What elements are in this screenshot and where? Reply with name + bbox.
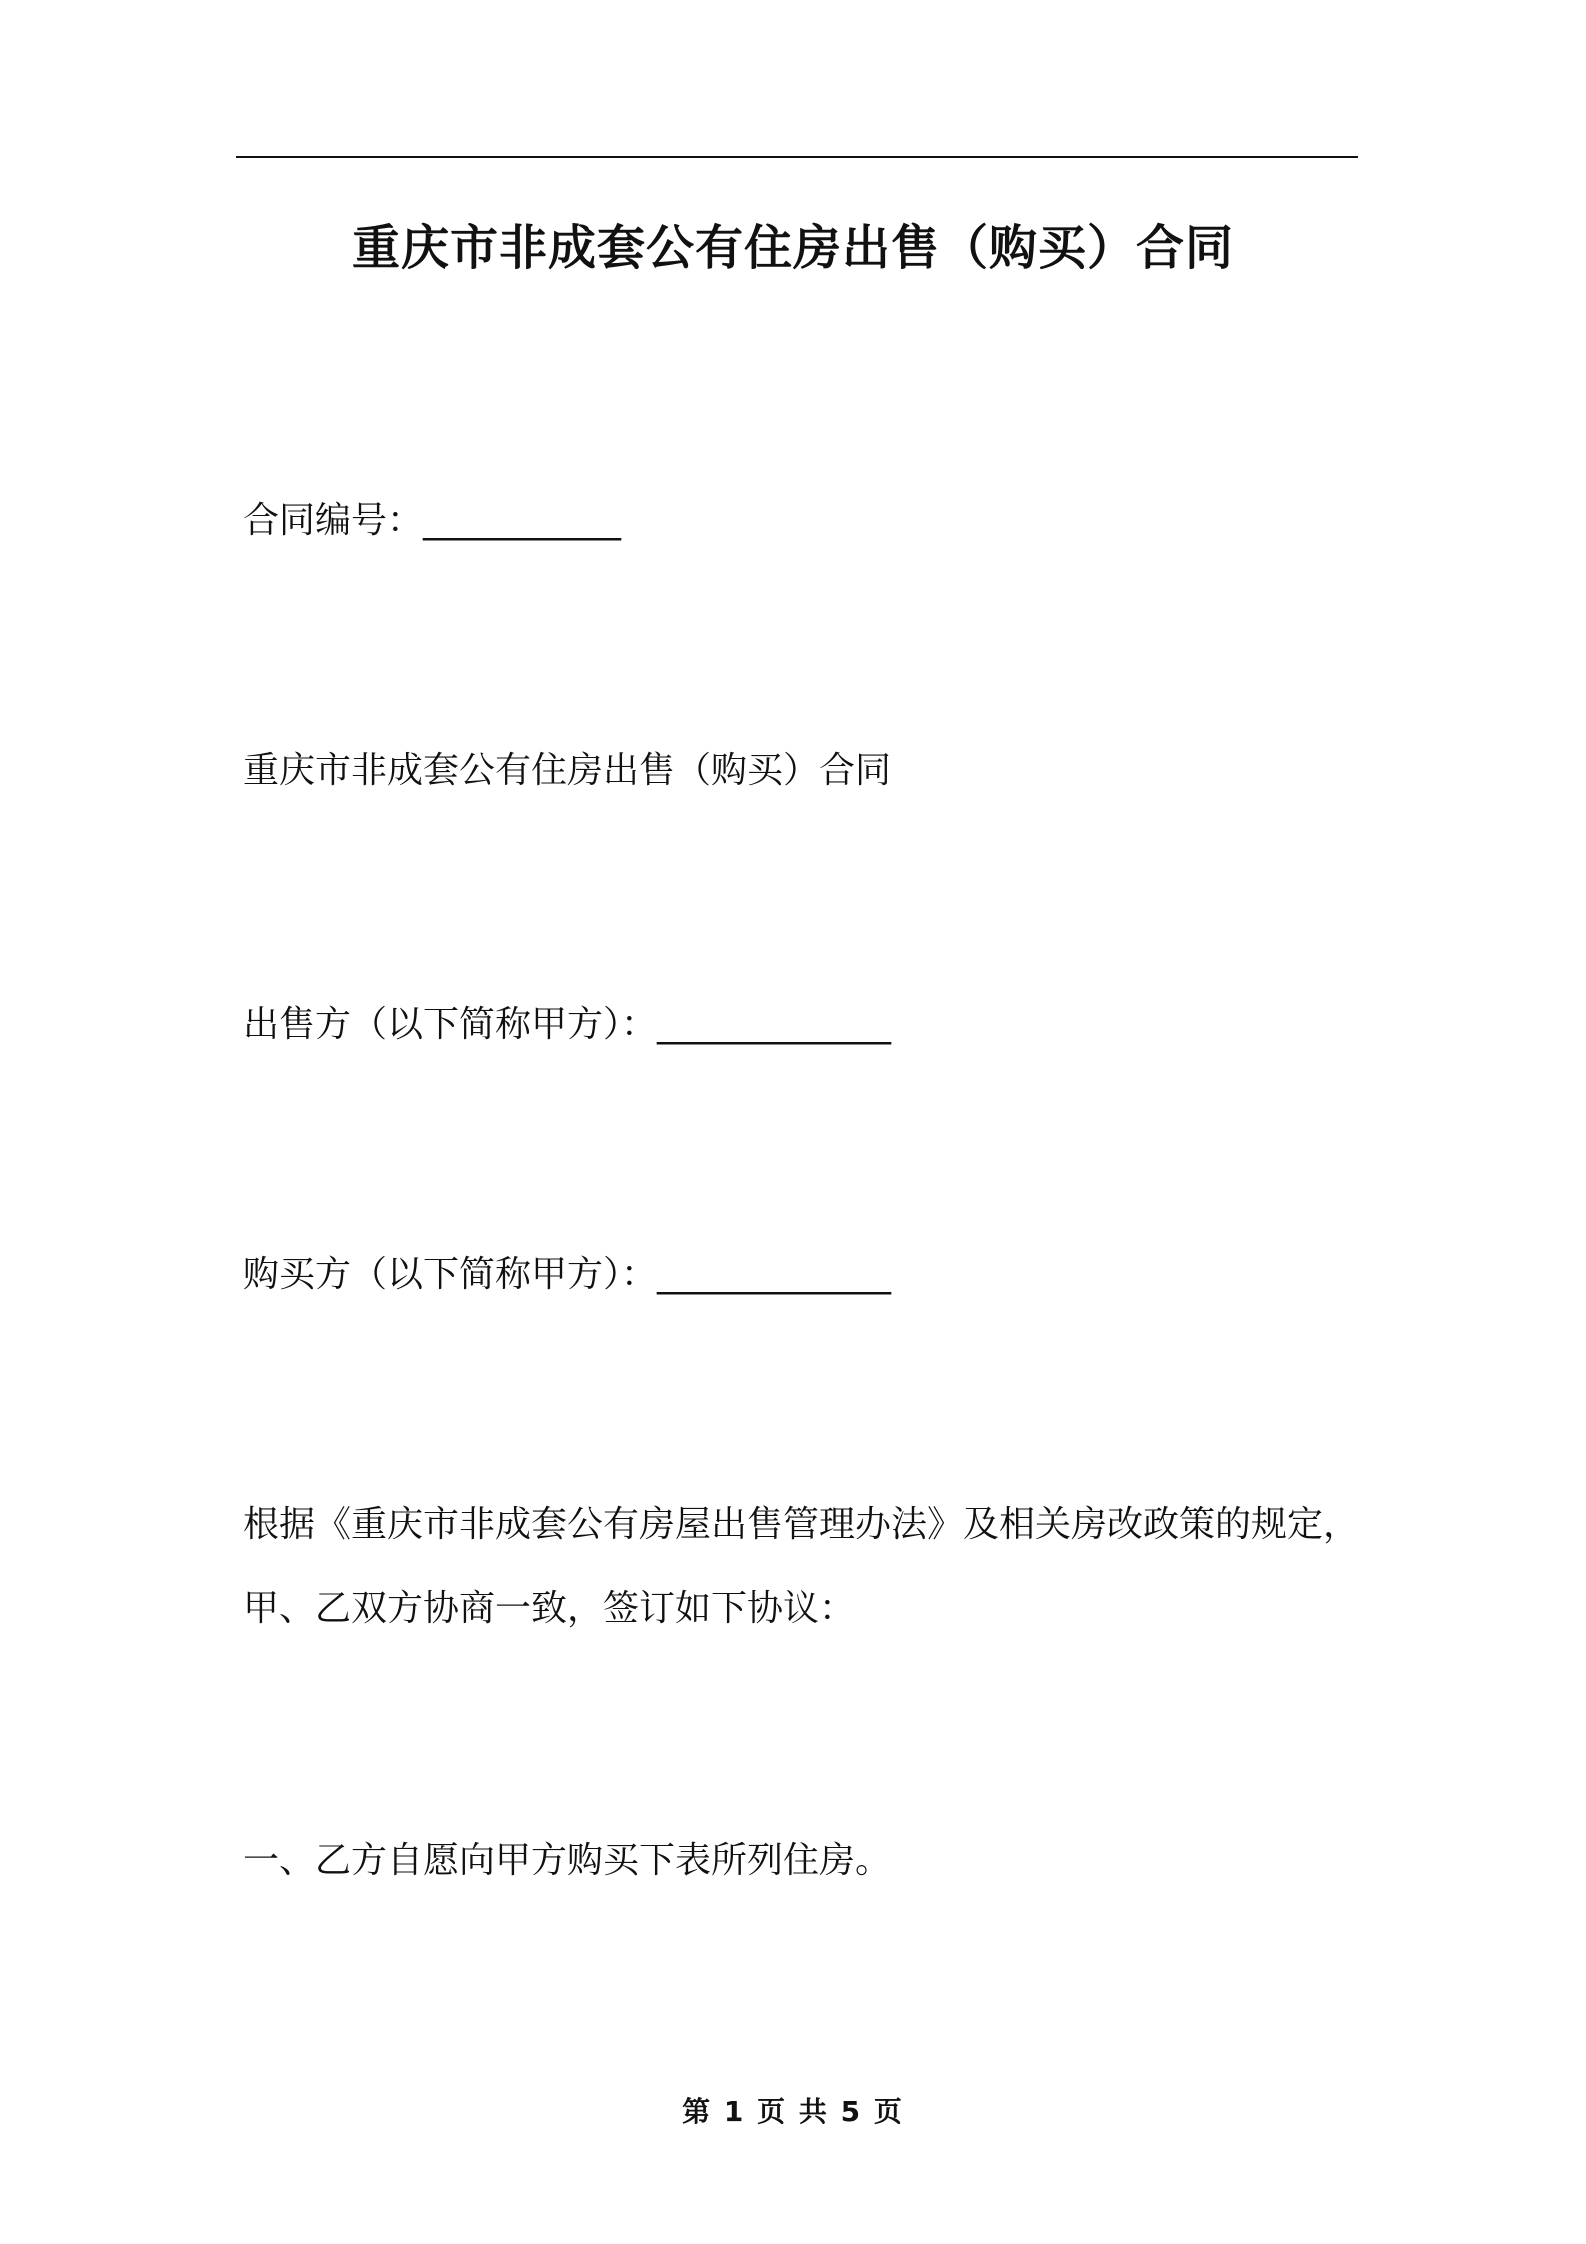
basis-paragraph-line-2: 甲、乙双方协商一致，签订如下协议： [243,1588,856,1629]
buyer-line: 购买方（以下简称甲方）：_____________ [243,1254,892,1295]
seller-line: 出售方（以下简称甲方）：_____________ [243,1004,892,1045]
clause-1: 一、乙方自愿向甲方购买下表所列住房。 [243,1840,892,1881]
contract-name-line: 重庆市非成套公有住房出售（购买）合同 [243,750,892,791]
basis-paragraph-line-1: 根据《重庆市非成套公有房屋出售管理办法》及相关房改政策的规定， [243,1504,1360,1545]
header-rule [236,156,1358,158]
contract-number-line: 合同编号：___________ [243,500,622,541]
page-indicator: 第 1 页 共 5 页 [682,2095,904,2128]
document-title: 重庆市非成套公有住房出售（购买）合同 [351,220,1234,276]
